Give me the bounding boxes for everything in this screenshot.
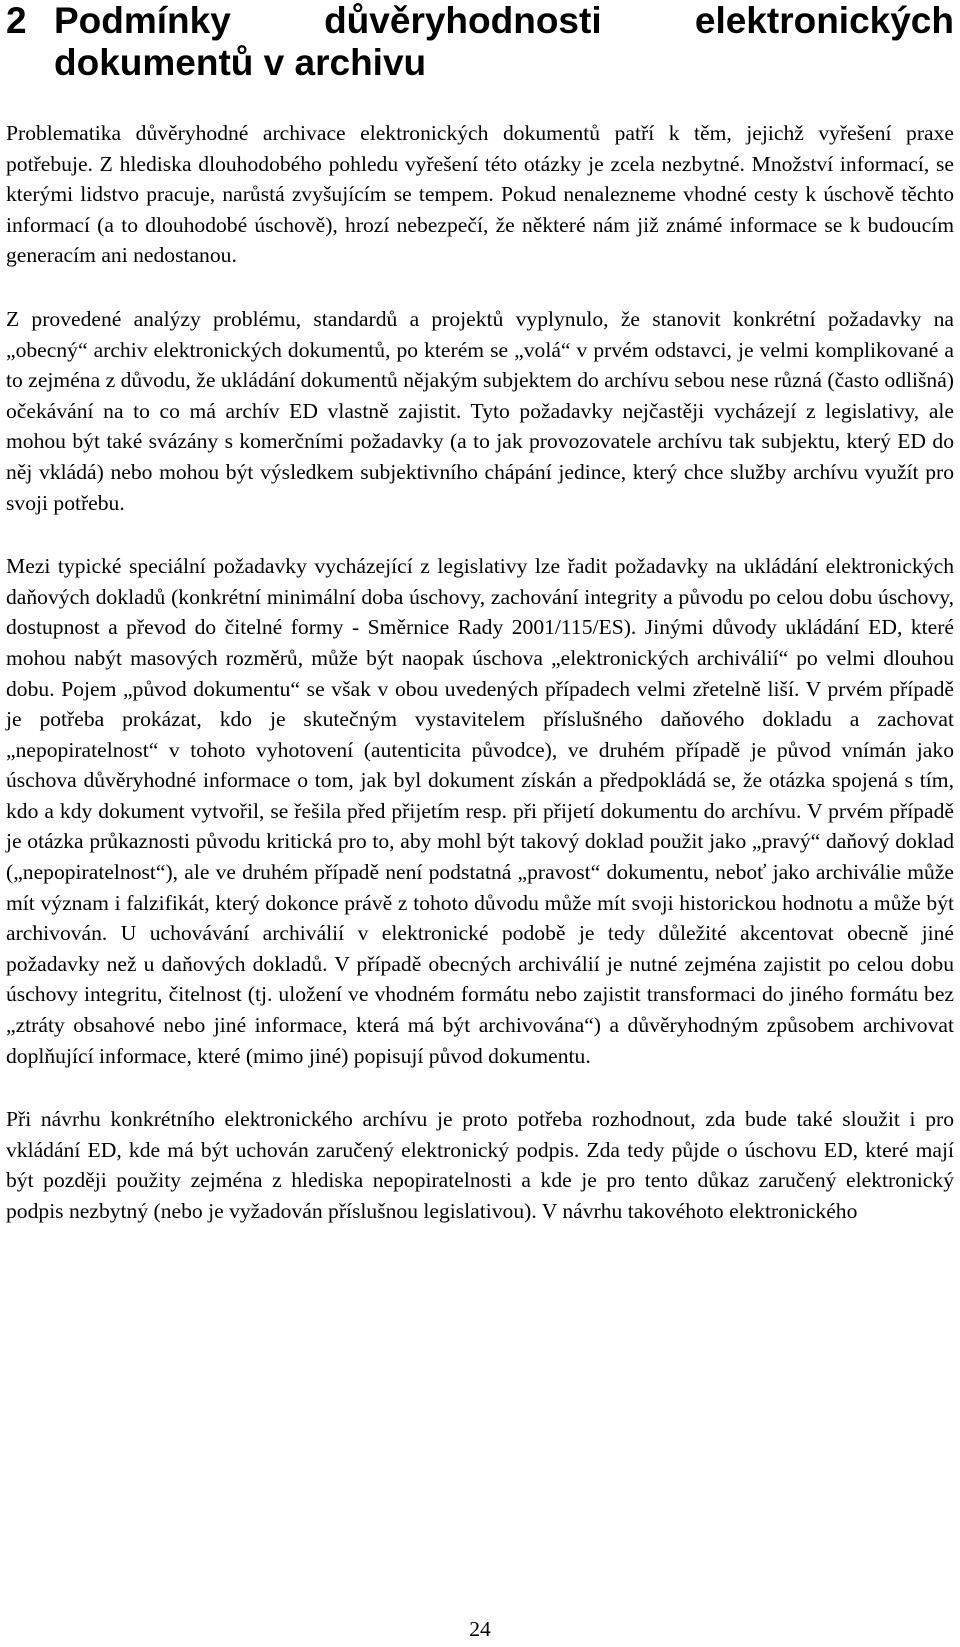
chapter-number: 2 bbox=[6, 0, 27, 41]
page-number: 24 bbox=[469, 1617, 491, 1641]
paragraph-1: Problematika důvěryhodné archivace elektronických dokumentů patří k těm, jejichž vyřešení praxe potřebuje. Z hlediska dlouhodobého pohledu vyřešení této otázky je zcela nezbytné. Množství informací, se kterými lidstvo pracuje, narůstá zvyšujícím se tempem. Pokud nenalezneme vhodné cesty k úschově těchto informací (a to dlouhodobé úschově), hrozí nebezpečí, že některé nám již známé informace se k budoucím generacím ani nedostanou. bbox=[6, 121, 954, 268]
paragraph-4: Při návrhu konkrétního elektronického archívu je proto potřeba rozhodnout, zda bude také sloužit i pro vkládání ED, kde má být uchován zaručený elektronický podpis. Zda tedy půjde o úschovu ED, které mají být později použity zejména z hlediska nepopiratelnosti a kde je pro tento důkaz zaručený elektronický podpis nezbytný (nebo je vyžadován příslušnou legislativou). V návrhu takovéhoto elektronického bbox=[6, 1107, 954, 1223]
chapter-title: Podmínky důvěryhodnosti elektronických dokumentů v archivu bbox=[54, 0, 954, 83]
chapter-heading bbox=[6, 0, 954, 84]
document-page bbox=[6, 0, 954, 1227]
paragraph-3: Mezi typické speciální požadavky vycházející z legislativy lze řadit požadavky na ukládání elektronických daňových dokladů (konkrétní minimální doba úschovy, zachování integrity a původu po celou dobu úschovy, dostupnost a převod do čitelné formy - Směrnice Rady 2001/115/ES). Jinými důvody ukládání ED, které mohou nabýt masových rozměrů, může být naopak úschova „elektronických archiválií“ po velmi dlouhou dobu. Pojem „původ dokumentu“ se však v obou uvedených případech velmi zřetelně liší. V prvém případě je potřeba prokázat, kdo je skutečným vystavitelem příslušného daňového dokladu a zachovat „nepopiratelnost“ v tohoto vyhotovení (autenticita původce), ve druhém případě je původ vnímán jako úschova důvěryhodné informace o tom, jak byl dokument získán a předpokládá se, že otázka spojená s tím, kdo a kdy dokument vytvořil, se řešila před přijetím resp. při přijetí dokumentu do archívu. V prvém případě je otázka průkaznosti původu kritická pro to, aby mohl být takový doklad použit jako „pravý“ daňový doklad („nepopiratelnost“), ale ve druhém případě není podstatná „pravost“ dokumentu, neboť jako archiválie může mít význam i falzifikát, který dokonce právě z tohoto důvodu může mít svoji historickou hodnotu a může být archivován. U uchovávání archiválií v elektronické podobě je tedy důležité akcentovat obecně jiné požadavky než u daňových dokladů. V případě obecných archiválií je nutné zejména zajistit po celou dobu úschovy integritu, čitelnost (tj. uložení ve vhodném formátu nebo zajistit transformaci do jiného formátu bez „ztráty obsahové nebo jiné informace, která má být archivována“) a důvěryhodným způsobem archivovat doplňující informace, které (mimo jiné) popisují původ dokumentu. bbox=[6, 554, 954, 1068]
paragraph-2: Z provedené analýzy problému, standardů a projektů vyplynulo, že stanovit konkrétní požadavky na „obecný“ archiv elektronických dokumentů, po kterém se „volá“ v prvém odstavci, je velmi komplikované a to zejména z důvodu, že ukládání dokumentů nějakým subjektem do archívu sebou nese různá (často odlišná) očekávání na to co má archív ED vlastně zajistit. Tyto požadavky nejčastěji vycházejí z legislativy, ale mohou být také svázány s komerčními požadavky (a to jak provozovatele archívu tak subjektu, který ED do něj vkládá) nebo mohou být výsledkem subjektivního chápání jedince, který chce služby archívu využít pro svoji potřebu. bbox=[6, 306, 954, 515]
